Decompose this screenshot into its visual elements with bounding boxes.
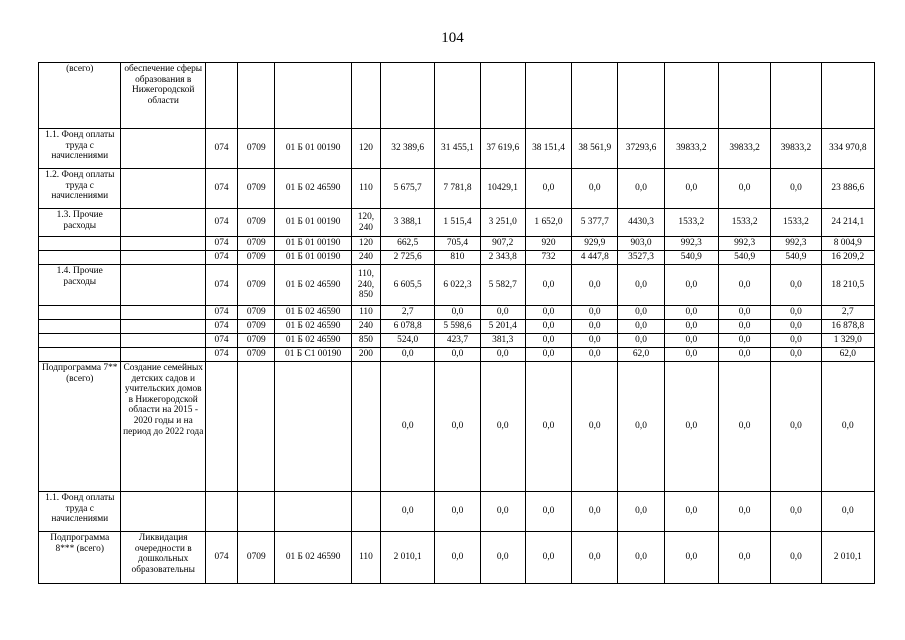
cell-program-name xyxy=(121,492,206,532)
cell-year-2020: 0,0 xyxy=(664,320,718,334)
cell-program-name xyxy=(121,251,206,265)
cell-year-2014: 0,0 xyxy=(381,492,435,532)
cell-year-2017: 0,0 xyxy=(525,532,571,584)
cell-year-2020: 1533,2 xyxy=(664,209,718,237)
cell-year-2021: 39833,2 xyxy=(718,129,770,169)
cell-grbs-code xyxy=(205,362,237,492)
cell-year-2014: 32 389,6 xyxy=(381,129,435,169)
cell-year-2021: 0,0 xyxy=(718,265,770,306)
cell-grbs-code xyxy=(205,492,237,532)
cell-year-2017: 0,0 xyxy=(525,348,571,362)
table-row xyxy=(39,348,875,362)
cell-year-2018: 0,0 xyxy=(572,348,618,362)
cell-grbs-code: 074 xyxy=(205,251,237,265)
cell-year-2017: 38 151,4 xyxy=(525,129,571,169)
cell-grbs-code: 074 xyxy=(205,306,237,320)
cell-grbs-code: 074 xyxy=(205,334,237,348)
cell-item-name xyxy=(39,348,121,362)
cell-year-2014: 2 725,6 xyxy=(381,251,435,265)
cell-year-2017 xyxy=(525,63,571,129)
cell-total: 62,0 xyxy=(821,348,874,362)
cell-year-2020: 0,0 xyxy=(664,265,718,306)
cell-grbs-code: 074 xyxy=(205,348,237,362)
cell-year-2017: 0,0 xyxy=(525,306,571,320)
cell-year-2014: 6 605,5 xyxy=(381,265,435,306)
cell-year-2019: 0,0 xyxy=(618,334,664,348)
cell-year-2017: 0,0 xyxy=(525,169,571,209)
cell-section-code: 0709 xyxy=(238,129,275,169)
cell-year-2017: 1 652,0 xyxy=(525,209,571,237)
cell-year-2018: 929,9 xyxy=(572,237,618,251)
cell-section-code: 0709 xyxy=(238,532,275,584)
cell-year-2020: 540,9 xyxy=(664,251,718,265)
cell-year-2015: 6 022,3 xyxy=(435,265,480,306)
cell-expense-type xyxy=(351,492,380,532)
cell-year-2018: 0,0 xyxy=(572,334,618,348)
cell-grbs-code: 074 xyxy=(205,265,237,306)
cell-expense-type: 240 xyxy=(351,251,380,265)
cell-target-article: 01 Б 02 46590 xyxy=(275,532,351,584)
cell-year-2020: 0,0 xyxy=(664,492,718,532)
cell-program-name xyxy=(121,320,206,334)
cell-section-code: 0709 xyxy=(238,237,275,251)
cell-year-2016: 907,2 xyxy=(480,237,525,251)
cell-year-2014: 5 675,7 xyxy=(381,169,435,209)
cell-year-2015: 0,0 xyxy=(435,532,480,584)
cell-year-2018: 0,0 xyxy=(572,320,618,334)
table-row xyxy=(39,265,875,306)
cell-target-article xyxy=(275,63,351,129)
cell-year-2022: 0,0 xyxy=(771,306,821,320)
cell-expense-type: 110 xyxy=(351,169,380,209)
cell-year-2015: 7 781,8 xyxy=(435,169,480,209)
cell-expense-type: 120, 240 xyxy=(351,209,380,237)
cell-expense-type: 120 xyxy=(351,129,380,169)
cell-year-2022: 992,3 xyxy=(771,237,821,251)
cell-year-2015: 0,0 xyxy=(435,306,480,320)
cell-year-2016: 381,3 xyxy=(480,334,525,348)
cell-target-article: 01 Б 01 00190 xyxy=(275,209,351,237)
cell-year-2017: 0,0 xyxy=(525,492,571,532)
cell-year-2018: 4 447,8 xyxy=(572,251,618,265)
cell-grbs-code: 074 xyxy=(205,129,237,169)
cell-expense-type: 110, 240, 850 xyxy=(351,265,380,306)
table-row xyxy=(39,209,875,237)
cell-total: 24 214,1 xyxy=(821,209,874,237)
cell-program-name xyxy=(121,334,206,348)
cell-target-article: 01 Б 01 00190 xyxy=(275,251,351,265)
cell-year-2021: 0,0 xyxy=(718,320,770,334)
cell-section-code: 0709 xyxy=(238,348,275,362)
cell-year-2021: 0,0 xyxy=(718,169,770,209)
cell-year-2014: 6 078,8 xyxy=(381,320,435,334)
table-row xyxy=(39,334,875,348)
cell-year-2022: 0,0 xyxy=(771,320,821,334)
cell-year-2017: 0,0 xyxy=(525,362,571,492)
cell-year-2018: 0,0 xyxy=(572,169,618,209)
cell-year-2014: 524,0 xyxy=(381,334,435,348)
cell-year-2015: 1 515,4 xyxy=(435,209,480,237)
cell-section-code: 0709 xyxy=(238,334,275,348)
cell-item-name: 1.2. Фонд оплаты труда с начислениями xyxy=(39,169,121,209)
cell-total xyxy=(821,63,874,129)
cell-year-2022: 39833,2 xyxy=(771,129,821,169)
cell-year-2019: 62,0 xyxy=(618,348,664,362)
cell-year-2022 xyxy=(771,63,821,129)
table-row xyxy=(39,306,875,320)
cell-total: 2 010,1 xyxy=(821,532,874,584)
cell-year-2018: 0,0 xyxy=(572,532,618,584)
cell-total: 16 878,8 xyxy=(821,320,874,334)
table-row xyxy=(39,63,875,129)
cell-year-2022: 0,0 xyxy=(771,169,821,209)
cell-year-2018: 5 377,7 xyxy=(572,209,618,237)
cell-total: 334 970,8 xyxy=(821,129,874,169)
cell-program-name: Создание семейных детских садов и учительских домов в Нижегородской области на 2015 - 2020 годы и на период до 2022 года xyxy=(121,362,206,492)
cell-target-article: 01 Б 01 00190 xyxy=(275,129,351,169)
cell-year-2020: 0,0 xyxy=(664,532,718,584)
cell-year-2020: 0,0 xyxy=(664,334,718,348)
cell-year-2020: 0,0 xyxy=(664,306,718,320)
cell-grbs-code xyxy=(205,63,237,129)
cell-item-name xyxy=(39,306,121,320)
cell-expense-type: 110 xyxy=(351,306,380,320)
cell-year-2015: 423,7 xyxy=(435,334,480,348)
cell-item-name: Подпрограмма 8*** (всего) xyxy=(39,532,121,584)
cell-year-2022: 0,0 xyxy=(771,362,821,492)
cell-program-name: обеспечение сферы образования в Нижегородской области xyxy=(121,63,206,129)
cell-year-2016: 2 343,8 xyxy=(480,251,525,265)
cell-year-2017: 920 xyxy=(525,237,571,251)
cell-year-2019: 0,0 xyxy=(618,169,664,209)
cell-year-2018: 38 561,9 xyxy=(572,129,618,169)
cell-year-2019: 4430,3 xyxy=(618,209,664,237)
cell-section-code xyxy=(238,492,275,532)
table-row xyxy=(39,532,875,584)
cell-year-2022: 1533,2 xyxy=(771,209,821,237)
cell-expense-type: 120 xyxy=(351,237,380,251)
cell-target-article: 01 Б 01 00190 xyxy=(275,237,351,251)
cell-total: 0,0 xyxy=(821,362,874,492)
cell-year-2022: 0,0 xyxy=(771,492,821,532)
page-number: 104 xyxy=(441,30,464,46)
cell-year-2019: 903,0 xyxy=(618,237,664,251)
cell-expense-type xyxy=(351,63,380,129)
cell-year-2021 xyxy=(718,63,770,129)
cell-year-2015: 705,4 xyxy=(435,237,480,251)
table-row xyxy=(39,320,875,334)
cell-section-code: 0709 xyxy=(238,265,275,306)
cell-year-2021: 992,3 xyxy=(718,237,770,251)
cell-year-2020: 992,3 xyxy=(664,237,718,251)
cell-target-article: 01 Б 02 46590 xyxy=(275,320,351,334)
cell-item-name: 1.1. Фонд оплаты труда с начислениями xyxy=(39,129,121,169)
cell-year-2014: 662,5 xyxy=(381,237,435,251)
cell-year-2022: 0,0 xyxy=(771,348,821,362)
budget-table xyxy=(38,62,875,584)
cell-target-article: 01 Б 02 46590 xyxy=(275,265,351,306)
cell-year-2019: 0,0 xyxy=(618,532,664,584)
cell-year-2014: 0,0 xyxy=(381,348,435,362)
cell-item-name: 1.1. Фонд оплаты труда с начислениями xyxy=(39,492,121,532)
table-row xyxy=(39,492,875,532)
cell-year-2018: 0,0 xyxy=(572,306,618,320)
cell-section-code xyxy=(238,63,275,129)
cell-expense-type: 850 xyxy=(351,334,380,348)
cell-item-name xyxy=(39,237,121,251)
table-row xyxy=(39,237,875,251)
cell-expense-type: 200 xyxy=(351,348,380,362)
cell-target-article: 01 Б 02 46590 xyxy=(275,334,351,348)
cell-year-2016: 0,0 xyxy=(480,532,525,584)
cell-total: 23 886,6 xyxy=(821,169,874,209)
cell-year-2014 xyxy=(381,63,435,129)
cell-year-2015: 0,0 xyxy=(435,492,480,532)
cell-year-2017: 0,0 xyxy=(525,265,571,306)
cell-year-2021: 540,9 xyxy=(718,251,770,265)
cell-grbs-code: 074 xyxy=(205,169,237,209)
cell-item-name: 1.4. Прочие расходы xyxy=(39,265,121,306)
cell-year-2016: 37 619,6 xyxy=(480,129,525,169)
cell-item-name: (всего) xyxy=(39,63,121,129)
cell-year-2014: 2 010,1 xyxy=(381,532,435,584)
cell-year-2014: 3 388,1 xyxy=(381,209,435,237)
cell-item-name: 1.3. Прочие расходы xyxy=(39,209,121,237)
cell-year-2021: 0,0 xyxy=(718,532,770,584)
cell-year-2016: 0,0 xyxy=(480,362,525,492)
cell-year-2020: 39833,2 xyxy=(664,129,718,169)
cell-year-2014: 2,7 xyxy=(381,306,435,320)
cell-program-name xyxy=(121,209,206,237)
cell-year-2020: 0,0 xyxy=(664,362,718,492)
cell-year-2015: 810 xyxy=(435,251,480,265)
cell-year-2015 xyxy=(435,63,480,129)
cell-section-code: 0709 xyxy=(238,209,275,237)
cell-program-name xyxy=(121,129,206,169)
cell-item-name xyxy=(39,251,121,265)
cell-expense-type xyxy=(351,362,380,492)
cell-program-name xyxy=(121,265,206,306)
cell-year-2015: 5 598,6 xyxy=(435,320,480,334)
cell-expense-type: 110 xyxy=(351,532,380,584)
cell-target-article xyxy=(275,362,351,492)
cell-year-2020 xyxy=(664,63,718,129)
cell-expense-type: 240 xyxy=(351,320,380,334)
table-row xyxy=(39,362,875,492)
cell-year-2015: 31 455,1 xyxy=(435,129,480,169)
cell-item-name: Подпрограмма 7**(всего) xyxy=(39,362,121,492)
cell-total: 18 210,5 xyxy=(821,265,874,306)
cell-year-2020: 0,0 xyxy=(664,169,718,209)
cell-year-2018: 0,0 xyxy=(572,492,618,532)
cell-year-2015: 0,0 xyxy=(435,348,480,362)
cell-grbs-code: 074 xyxy=(205,532,237,584)
cell-year-2018: 0,0 xyxy=(572,362,618,492)
cell-year-2020: 0,0 xyxy=(664,348,718,362)
cell-year-2021: 0,0 xyxy=(718,492,770,532)
cell-target-article: 01 Б С1 00190 xyxy=(275,348,351,362)
cell-year-2021: 0,0 xyxy=(718,334,770,348)
cell-year-2019: 0,0 xyxy=(618,306,664,320)
cell-year-2016: 0,0 xyxy=(480,492,525,532)
cell-year-2021: 0,0 xyxy=(718,362,770,492)
cell-year-2022: 0,0 xyxy=(771,334,821,348)
cell-total: 2,7 xyxy=(821,306,874,320)
cell-year-2022: 0,0 xyxy=(771,265,821,306)
cell-year-2019: 0,0 xyxy=(618,265,664,306)
cell-year-2016: 10429,1 xyxy=(480,169,525,209)
cell-section-code: 0709 xyxy=(238,320,275,334)
cell-program-name xyxy=(121,169,206,209)
cell-year-2016: 3 251,0 xyxy=(480,209,525,237)
cell-grbs-code: 074 xyxy=(205,320,237,334)
cell-total: 16 209,2 xyxy=(821,251,874,265)
cell-year-2022: 540,9 xyxy=(771,251,821,265)
cell-year-2015: 0,0 xyxy=(435,362,480,492)
cell-section-code: 0709 xyxy=(238,306,275,320)
cell-section-code xyxy=(238,362,275,492)
cell-year-2016: 0,0 xyxy=(480,348,525,362)
cell-year-2019: 0,0 xyxy=(618,492,664,532)
cell-year-2019: 3527,3 xyxy=(618,251,664,265)
cell-year-2017: 732 xyxy=(525,251,571,265)
cell-year-2016: 5 201,4 xyxy=(480,320,525,334)
cell-year-2017: 0,0 xyxy=(525,320,571,334)
cell-section-code: 0709 xyxy=(238,251,275,265)
cell-year-2021: 1533,2 xyxy=(718,209,770,237)
cell-total: 8 004,9 xyxy=(821,237,874,251)
cell-program-name xyxy=(121,306,206,320)
cell-year-2021: 0,0 xyxy=(718,306,770,320)
cell-year-2021: 0,0 xyxy=(718,348,770,362)
cell-item-name xyxy=(39,334,121,348)
cell-year-2017: 0,0 xyxy=(525,334,571,348)
cell-grbs-code: 074 xyxy=(205,209,237,237)
cell-program-name: Ликвидация очередности в дошкольных образовательны xyxy=(121,532,206,584)
cell-year-2019 xyxy=(618,63,664,129)
cell-year-2016: 5 582,7 xyxy=(480,265,525,306)
cell-program-name xyxy=(121,237,206,251)
cell-year-2019: 0,0 xyxy=(618,320,664,334)
table-row xyxy=(39,169,875,209)
cell-year-2016 xyxy=(480,63,525,129)
cell-grbs-code: 074 xyxy=(205,237,237,251)
cell-year-2016: 0,0 xyxy=(480,306,525,320)
cell-year-2018: 0,0 xyxy=(572,265,618,306)
cell-year-2022: 0,0 xyxy=(771,532,821,584)
table-row xyxy=(39,251,875,265)
cell-program-name xyxy=(121,348,206,362)
cell-target-article: 01 Б 02 46590 xyxy=(275,306,351,320)
cell-year-2019: 0,0 xyxy=(618,362,664,492)
cell-total: 1 329,0 xyxy=(821,334,874,348)
cell-total: 0,0 xyxy=(821,492,874,532)
cell-target-article xyxy=(275,492,351,532)
cell-year-2019: 37293,6 xyxy=(618,129,664,169)
table-row xyxy=(39,129,875,169)
cell-year-2014: 0,0 xyxy=(381,362,435,492)
cell-item-name xyxy=(39,320,121,334)
cell-section-code: 0709 xyxy=(238,169,275,209)
cell-target-article: 01 Б 02 46590 xyxy=(275,169,351,209)
cell-year-2018 xyxy=(572,63,618,129)
